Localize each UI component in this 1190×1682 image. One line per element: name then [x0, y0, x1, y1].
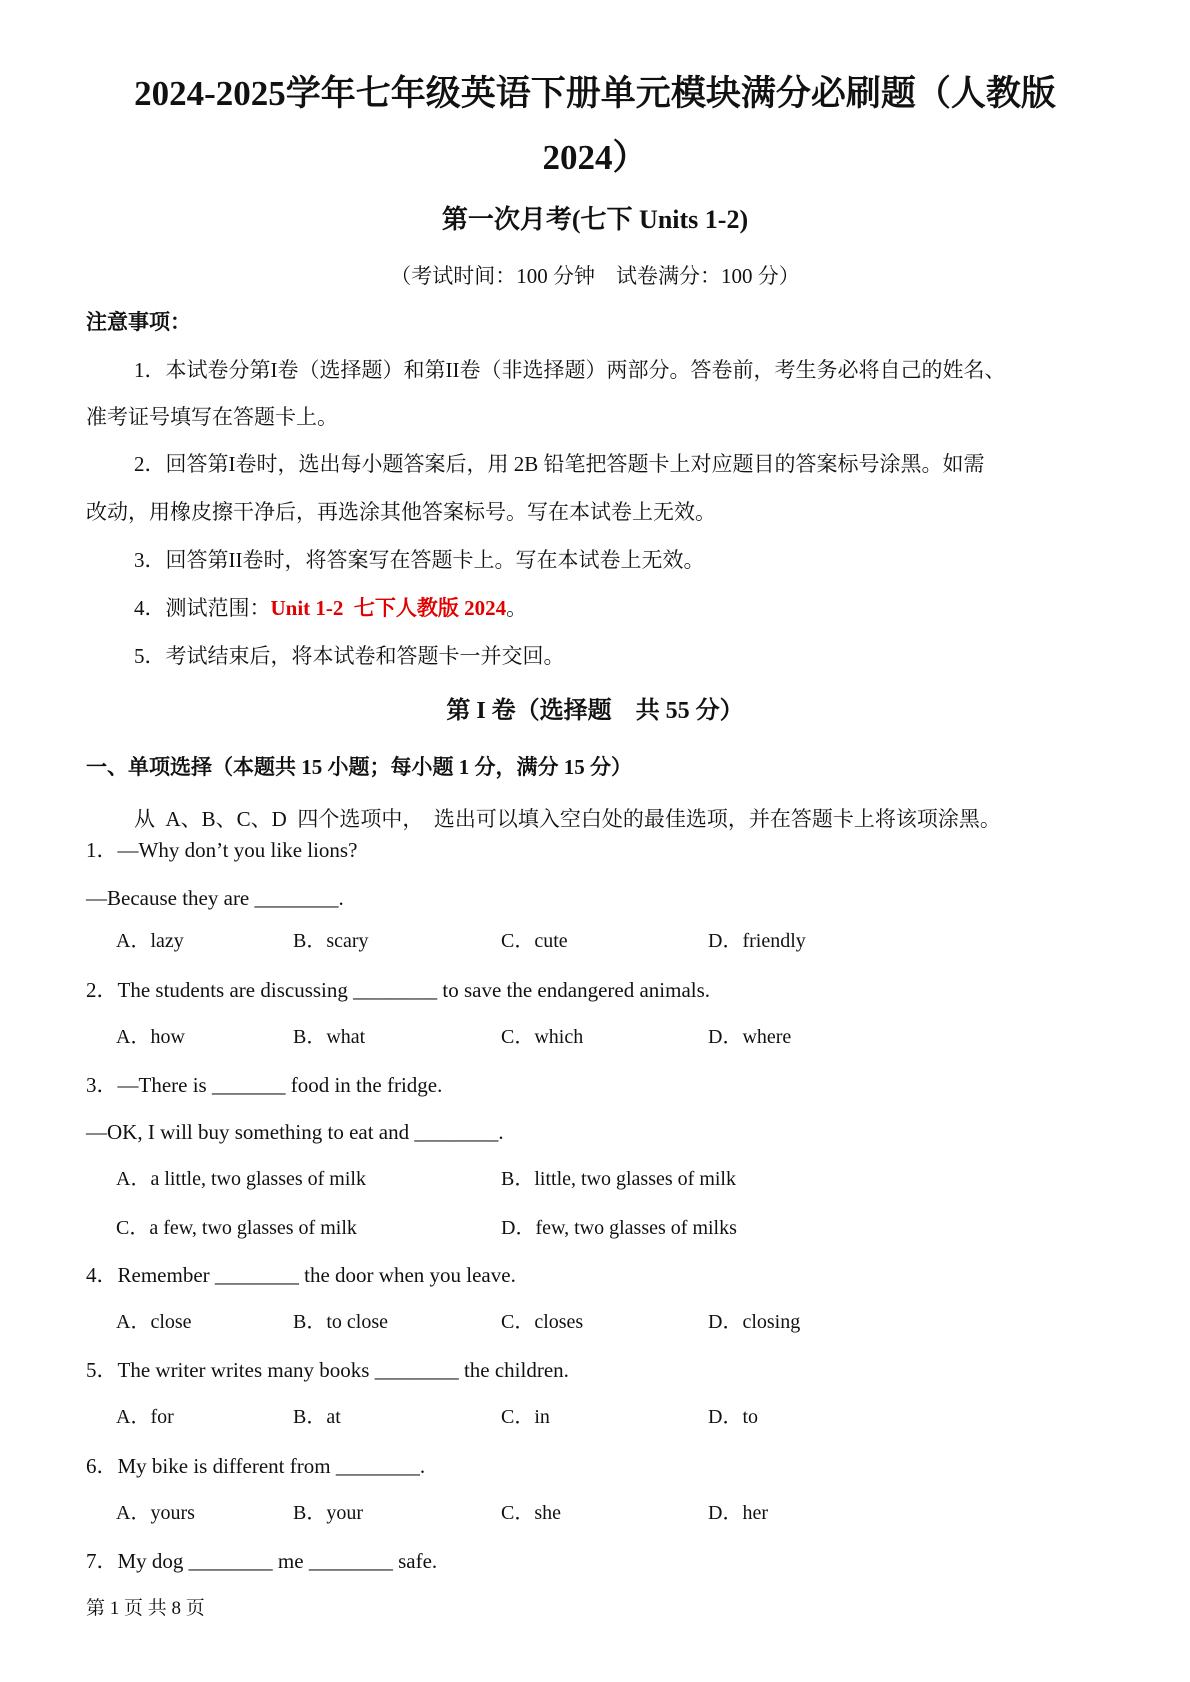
note-4 [134, 592, 527, 624]
question-4-option-a: A．close [116, 1311, 192, 1333]
question-3-option-d: D．few, two glasses of milks [501, 1217, 737, 1239]
question-1-text: —Because they are ________. [86, 886, 344, 910]
question-4-option-d: D．closing [708, 1311, 801, 1333]
question-6-option-a: A．yours [116, 1502, 195, 1524]
question-1-option-b: B．scary [293, 930, 369, 952]
question-3-text: —OK, I will buy something to eat and ________. [86, 1120, 504, 1144]
question-4-option-b: B．to close [293, 1311, 388, 1333]
question-1-option-d: D．friendly [708, 930, 806, 952]
question-6-option-c: C．she [501, 1502, 561, 1524]
subtitle: 第一次月考(七下 Units 1-2) [441, 205, 749, 234]
question-2-option-c: C．which [501, 1026, 584, 1048]
instruction: 从 A、B、C、D 四个选项中， 选出可以填入空白处的最佳选项，并在答题卡上将该项涂黑。 [134, 807, 1001, 831]
note-2-cont: 改动，用橡皮擦干净后，再选涂其他答案标号。写在本试卷上无效。 [86, 500, 716, 524]
note-2: 2．回答第I卷时，选出每小题答案后，用 2B 铅笔把答题卡上对应题目的答案标号涂黑。如需 [134, 452, 985, 476]
page-footer: 第 1 页 共 8 页 [86, 1598, 205, 1619]
question-3-option-a: A．a little, two glasses of milk [116, 1168, 366, 1190]
note-5: 5．考试结束后，将本试卷和答题卡一并交回。 [134, 644, 565, 668]
question-2-option-d: D．where [708, 1026, 792, 1048]
question-5-option-c: C．in [501, 1406, 550, 1428]
question-1-option-a: A．lazy [116, 930, 184, 952]
question-5-option-b: B．at [293, 1406, 341, 1428]
question-3-option-b: B．little, two glasses of milk [501, 1168, 736, 1190]
question-6-option-b: B．your [293, 1502, 363, 1524]
question-5-option-a: A．for [116, 1406, 174, 1428]
question-3-text: 3．—There is _______ food in the fridge. [86, 1073, 443, 1097]
scope-highlight: Unit 1-2 七下人教版 2024 [270, 596, 507, 620]
question-5-option-d: D．to [708, 1406, 758, 1428]
question-2-text: 2．The students are discussing ________ to save the endangered animals. [86, 978, 711, 1002]
question-2-option-b: B．what [293, 1026, 366, 1048]
question-2-option-a: A．how [116, 1026, 185, 1048]
question-1-text: 1．—Why don’t you like lions? [86, 838, 358, 862]
notes-heading: 注意事项： [86, 310, 191, 334]
question-3-option-c: C．a few, two glasses of milk [116, 1217, 357, 1239]
question-4-text: 4．Remember ________ the door when you leave. [86, 1263, 516, 1287]
question-4-option-c: C．closes [501, 1311, 584, 1333]
exam-info: （考试时间：100 分钟 试卷满分：100 分） [390, 264, 800, 288]
question-7-text: 7．My dog ________ me ________ safe. [86, 1549, 438, 1573]
question-5-text: 5．The writer writes many books ________ the children. [86, 1358, 569, 1382]
title-line-2: 2024） [542, 138, 648, 177]
note-1-cont: 准考证号填写在答题卡上。 [86, 405, 338, 429]
title-line-1: 2024-2025学年七年级英语下册单元模块满分必刷题（人教版 [134, 74, 1056, 113]
note-4-end: 。 [506, 596, 528, 620]
question-6-text: 6．My bike is different from ________. [86, 1454, 426, 1478]
note-3: 3．回答第II卷时，将答案写在答题卡上。写在本试卷上无效。 [134, 548, 705, 572]
question-6-option-d: D．her [708, 1502, 768, 1524]
part-heading: 第 I 卷（选择题 共 55 分） [446, 698, 744, 724]
section-heading: 一、单项选择（本题共 15 小题；每小题 1 分，满分 15 分） [86, 755, 632, 779]
note-4-label: 4．测试范围： [134, 596, 271, 620]
question-1-option-c: C．cute [501, 930, 568, 952]
note-1: 1．本试卷分第I卷（选择题）和第II卷（非选择题）两部分。答卷前，考生务必将自己的姓名、 [134, 358, 1006, 382]
